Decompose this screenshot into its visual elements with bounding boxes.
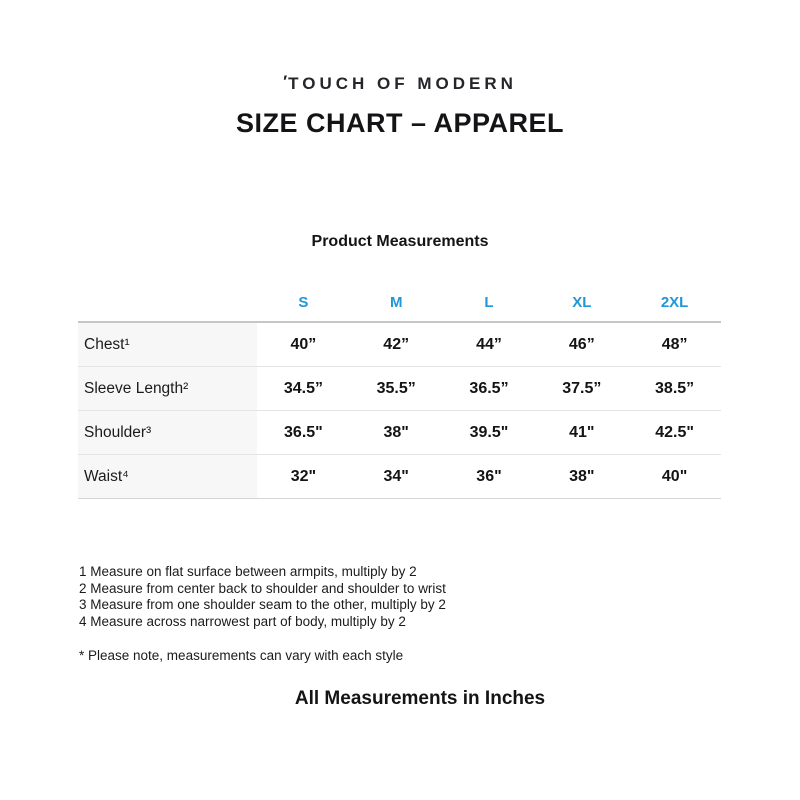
- sleeve-s: 34.5”: [257, 367, 350, 411]
- footnote-4: 4 Measure across narrowest part of body, multiply by 2: [79, 613, 406, 629]
- chest-m: 42”: [350, 322, 443, 367]
- chest-s: 40”: [257, 322, 350, 367]
- size-chart-table: [78, 283, 721, 499]
- table-row-chest: [78, 322, 721, 367]
- shoulder-xl: 41": [535, 411, 628, 455]
- size-header-2xl: 2XL: [628, 283, 721, 322]
- size-header-s: S: [257, 283, 350, 322]
- measurement-footnotes: [79, 564, 446, 630]
- row-label-chest: Chest¹: [78, 322, 257, 367]
- logo-tick-mark: ′: [283, 72, 288, 91]
- shoulder-m: 38": [350, 411, 443, 455]
- brand-logo: [0, 74, 800, 94]
- shoulder-l: 39.5": [443, 411, 536, 455]
- logo-text: TOUCH OF MODERN: [288, 74, 517, 93]
- sleeve-l: 36.5”: [443, 367, 536, 411]
- section-title: Product Measurements: [311, 233, 489, 250]
- shoulder-s: 36.5": [257, 411, 350, 455]
- chest-xl: 46”: [535, 322, 628, 367]
- size-header-row: [78, 283, 721, 322]
- row-label-shoulder: Shoulder³: [78, 411, 257, 455]
- size-header-xl: XL: [535, 283, 628, 322]
- table-row-sleeve-length: [78, 367, 721, 411]
- size-header-l: L: [443, 283, 536, 322]
- table-row-waist: [78, 455, 721, 499]
- chest-2xl: 48”: [628, 322, 721, 367]
- size-header-empty-cell: [78, 283, 257, 322]
- waist-2xl: 40": [628, 455, 721, 499]
- units-footer: All Measurements in Inches: [294, 688, 546, 709]
- shoulder-2xl: 42.5": [628, 411, 721, 455]
- sleeve-m: 35.5”: [350, 367, 443, 411]
- waist-s: 32": [257, 455, 350, 499]
- footnote-1: 1 Measure on flat surface between armpits, multiply by 2: [79, 564, 417, 579]
- waist-m: 34": [350, 455, 443, 499]
- footnote-3: 3 Measure from one shoulder seam to the other, multiply by 2: [79, 597, 446, 612]
- style-variation-note: * Please note, measurements can vary with each style: [79, 648, 404, 663]
- table-row-shoulder: [78, 411, 721, 455]
- waist-xl: 38": [535, 455, 628, 499]
- footnote-2: 2 Measure from center back to shoulder and shoulder to wrist: [79, 580, 446, 596]
- size-header-m: M: [350, 283, 443, 322]
- page-title: SIZE CHART – APPAREL: [235, 108, 565, 138]
- waist-l: 36": [443, 455, 536, 499]
- row-label-waist: Waist⁴: [78, 455, 257, 499]
- row-label-sleeve-length: Sleeve Length²: [78, 367, 257, 411]
- sleeve-xl: 37.5”: [535, 367, 628, 411]
- sleeve-2xl: 38.5”: [628, 367, 721, 411]
- chest-l: 44”: [443, 322, 536, 367]
